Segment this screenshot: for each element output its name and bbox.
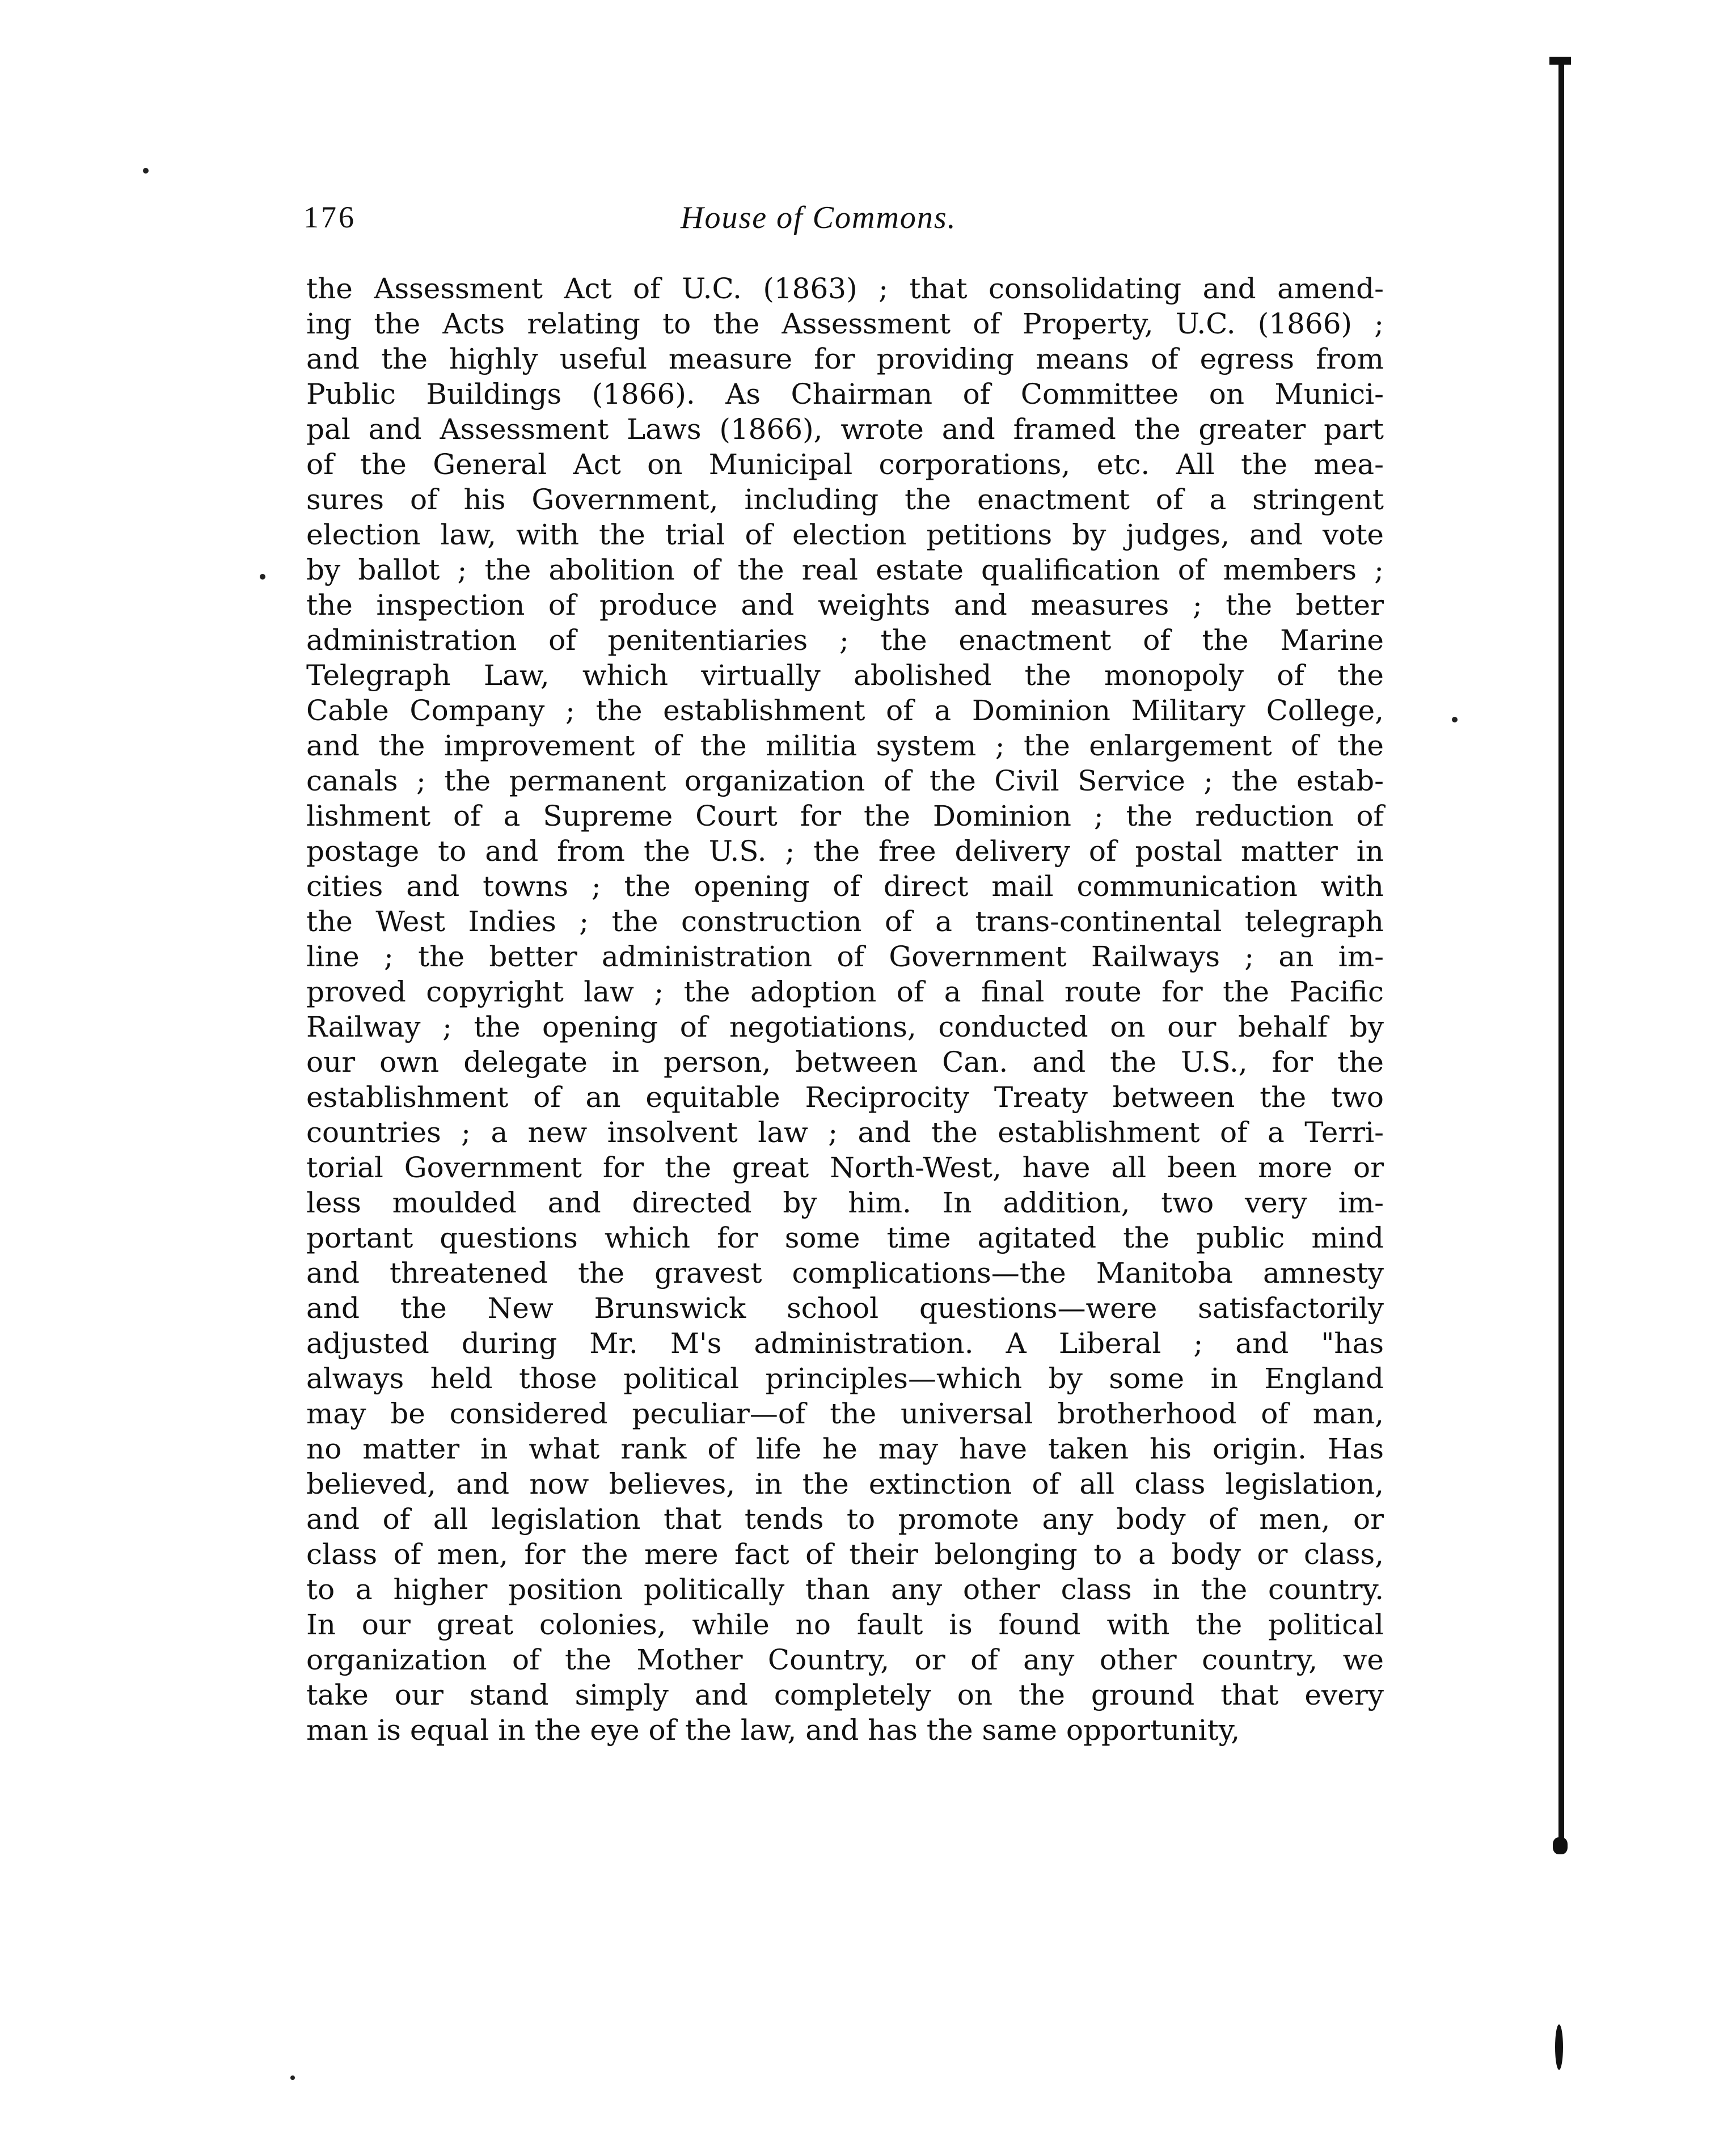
- body-text: [306, 271, 1384, 1748]
- text-line: and of all legislation that tends to promote any body of men, or: [306, 1503, 1384, 1536]
- ink-speck: [290, 2075, 295, 2080]
- text-line: man is equal in the eye of the law, and has the same opportunity,: [306, 1714, 1240, 1747]
- text-line: take our stand simply and completely on the ground that every: [306, 1679, 1384, 1711]
- text-line: Public Buildings (1866). As Chairman of Committee on Munici-: [306, 378, 1384, 411]
- text-line: postage to and from the U.S. ; the free delivery of postal matter in: [306, 835, 1384, 868]
- text-line: countries ; a new insolvent law ; and the establishment of a Terri-: [306, 1116, 1384, 1149]
- text-line: line ; the better administration of Government Railways ; an im-: [306, 940, 1384, 973]
- text-line: canals ; the permanent organization of the Civil Service ; the estab-: [306, 764, 1384, 797]
- text-line: class of men, for the mere fact of their belonging to a body or class,: [306, 1538, 1384, 1571]
- text-line: ing the Acts relating to the Assessment of Property, U.C. (1866) ;: [306, 307, 1384, 340]
- text-line: torial Government for the great North-West, have all been more or: [306, 1151, 1384, 1184]
- text-line: always held those political principles—which by some in England: [306, 1362, 1384, 1395]
- text-line: the West Indies ; the construction of a trans-continental telegraph: [306, 905, 1384, 938]
- text-line: and the New Brunswick school questions—were satisfactorily: [306, 1292, 1384, 1325]
- edge-ink-mark: [1555, 2024, 1563, 2070]
- text-line: establishment of an equitable Reciprocity Treaty between the two: [306, 1081, 1384, 1114]
- text-line: the Assessment Act of U.C. (1863) ; that consolidating and amend-: [306, 272, 1384, 305]
- text-line: sures of his Government, including the enactment of a stringent: [306, 483, 1384, 516]
- text-line: no matter in what rank of life he may have taken his origin. Has: [306, 1432, 1384, 1465]
- text-line: adjusted during Mr. M's administration. A Liberal ; and "has: [306, 1327, 1384, 1360]
- text-line: organization of the Mother Country, or of any other country, we: [306, 1643, 1384, 1676]
- text-line: of the General Act on Municipal corporations, etc. All the mea-: [306, 448, 1384, 481]
- binding-edge-bottom: [1553, 1837, 1568, 1854]
- text-line: less moulded and directed by him. In addition, two very im-: [306, 1186, 1384, 1219]
- text-line: pal and Assessment Laws (1866), wrote and framed the greater part: [306, 413, 1384, 446]
- text-line: Telegraph Law, which virtually abolished the monopoly of the: [306, 659, 1384, 692]
- text-line: election law, with the trial of election petitions by judges, and vote: [306, 518, 1384, 551]
- text-line: believed, and now believes, in the extinction of all class legislation,: [306, 1468, 1384, 1500]
- text-line: and threatened the gravest complications—the Manitoba amnesty: [306, 1257, 1384, 1290]
- text-line: and the improvement of the militia system ; the enlargement of the: [306, 729, 1384, 762]
- binding-edge: [1558, 62, 1564, 1849]
- text-line: Railway ; the opening of negotiations, conducted on our behalf by: [306, 1011, 1384, 1043]
- text-line: administration of penitentiaries ; the enactment of the Marine: [306, 624, 1384, 657]
- ink-speck: [1452, 717, 1458, 722]
- text-line: our own delegate in person, between Can. and the U.S., for the: [306, 1046, 1384, 1079]
- running-head: House of Commons.: [681, 200, 957, 235]
- text-line: cities and towns ; the opening of direct mail communication with: [306, 870, 1384, 903]
- ink-speck: [260, 574, 265, 580]
- text-line: Cable Company ; the establishment of a Dominion Military College,: [306, 694, 1384, 727]
- text-line: to a higher position politically than any other class in the country.: [306, 1573, 1384, 1606]
- text-line: In our great colonies, while no fault is found with the political: [306, 1608, 1384, 1641]
- page-number: 176: [303, 200, 356, 234]
- text-line: lishment of a Supreme Court for the Dominion ; the reduction of: [306, 800, 1384, 832]
- text-line: the inspection of produce and weights and measures ; the better: [306, 589, 1384, 622]
- text-line: may be considered peculiar—of the universal brotherhood of man,: [306, 1397, 1384, 1430]
- text-line: proved copyright law ; the adoption of a final route for the Pacific: [306, 975, 1384, 1008]
- text-line: and the highly useful measure for providing means of egress from: [306, 343, 1384, 375]
- text-line: by ballot ; the abolition of the real estate qualification of members ;: [306, 553, 1384, 586]
- text-line: portant questions which for some time agitated the public mind: [306, 1221, 1384, 1254]
- ink-speck: [143, 168, 149, 174]
